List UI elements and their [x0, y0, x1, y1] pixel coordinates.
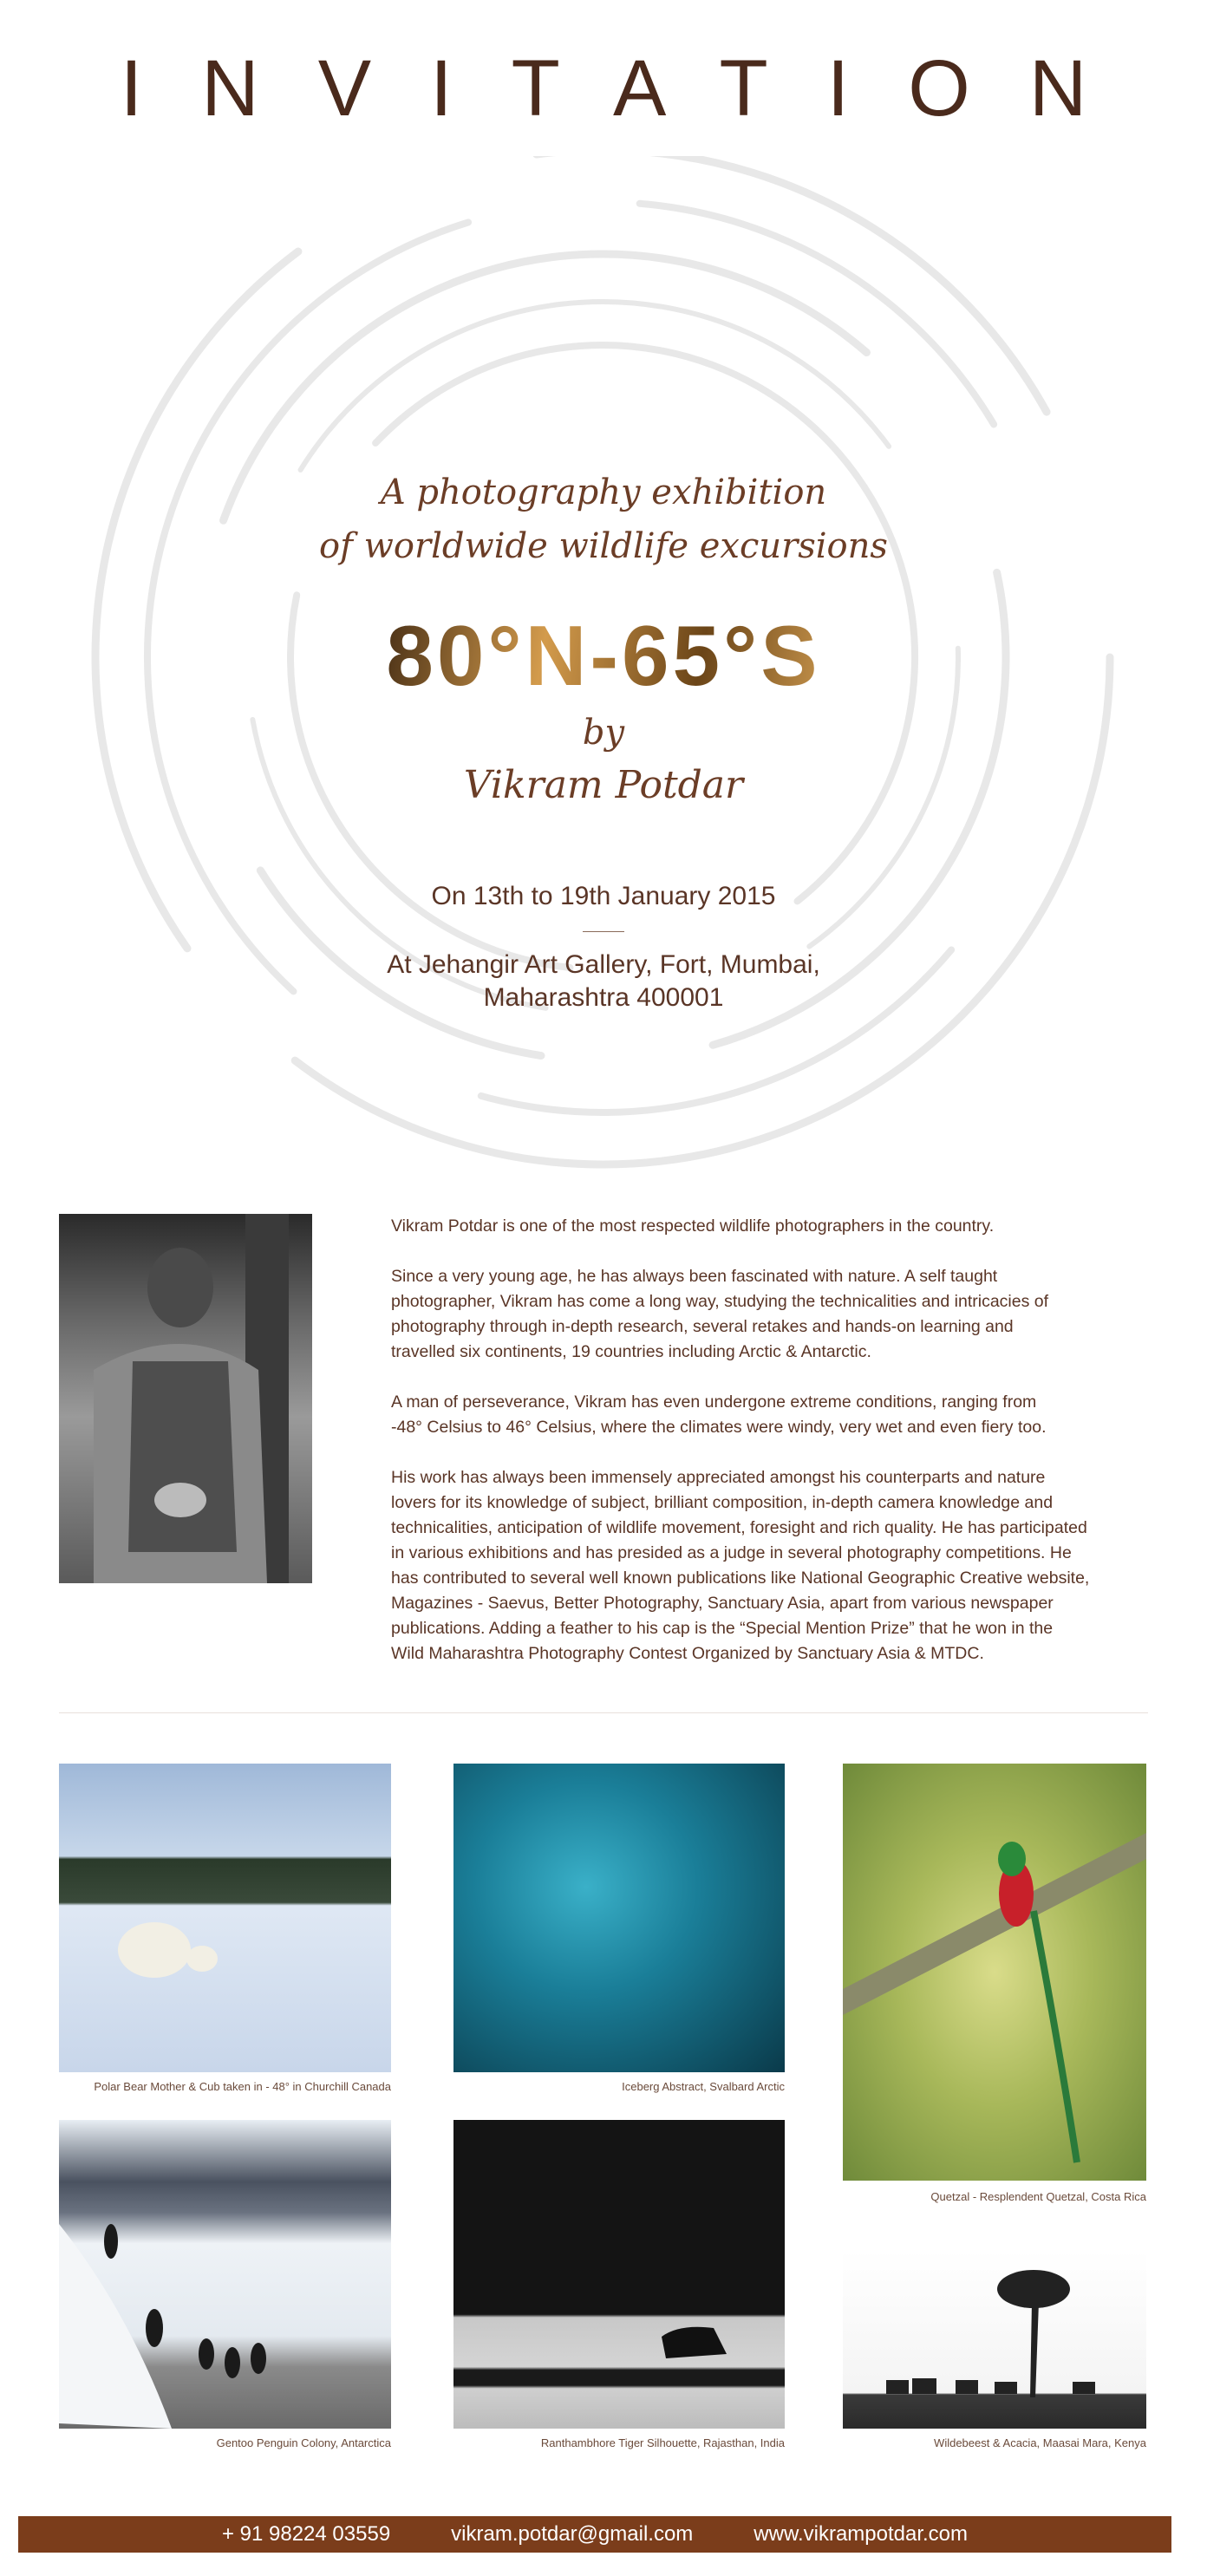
bio-paragraph: [391, 1465, 1154, 1666]
contact-footer: [18, 2516, 1171, 2553]
caption-penguins: Gentoo Penguin Colony, Antarctica: [216, 2436, 391, 2449]
section-divider: [59, 1712, 1148, 1713]
photo-polar-bear: [59, 1764, 391, 2072]
website-link[interactable]: www.vikrampotdar.com: [754, 2522, 969, 2546]
bio-line: has contributed to several well known publications like National Geographic Creative website,: [391, 1568, 1090, 1588]
bio-line: photography through in-depth research, several retakes and hands-on learning and: [391, 1317, 1014, 1336]
bio-line: travelled six continents, 19 countries including Arctic & Antarctic.: [391, 1342, 871, 1361]
bio-line: A man of perseverance, Vikram has even undergone extreme conditions, ranging from: [391, 1392, 1037, 1412]
caption-quetzal: Quetzal - Resplendent Quetzal, Costa Rica: [930, 2190, 1146, 2203]
bio-line: His work has always been immensely appreciated amongst his counterparts and nature: [391, 1468, 1046, 1487]
phone-number[interactable]: + 91 98224 03559: [221, 2522, 391, 2546]
bio-line: -48° Celsius to 46° Celsius, where the climates were windy, very wet and even fiery too.: [391, 1418, 1047, 1437]
bio-line: Since a very young age, he has always been fascinated with nature. A self taught: [391, 1267, 998, 1286]
bio-paragraph: [391, 1264, 1154, 1365]
tagline-line-1: A photography exhibition: [380, 473, 827, 512]
divider-rule: [583, 931, 624, 932]
bio-line: Wild Maharashtra Photography Contest Organized by Sanctuary Asia & MTDC.: [391, 1644, 984, 1663]
photo-iceberg: [453, 1764, 785, 2072]
bio-line: publications. Adding a feather to his cap is the “Special Mention Prize” that he won in the: [391, 1619, 1054, 1638]
photo-tiger: [453, 2120, 785, 2429]
invitation-title: INVITATION: [120, 44, 1146, 133]
caption-iceberg: Iceberg Abstract, Svalbard Arctic: [622, 2080, 785, 2093]
email-link[interactable]: vikram.potdar@gmail.com: [451, 2522, 694, 2546]
by-label: by: [582, 713, 625, 753]
artist-portrait: [59, 1214, 312, 1583]
bio-line: photographer, Vikram has come a long way, studying the technicalities and intricacies of: [391, 1292, 1049, 1311]
caption-polar-bear: Polar Bear Mother & Cub taken in - 48° in Churchill Canada: [94, 2080, 391, 2093]
bio-paragraph: [391, 1390, 1154, 1440]
address-line-2: Maharashtra 400001: [483, 983, 724, 1012]
address-line-1: At Jehangir Art Gallery, Fort, Mumbai,: [387, 950, 820, 979]
artist-bio: [391, 1214, 1154, 1692]
tagline-line-2: of worldwide wildlife excursions: [319, 526, 888, 566]
caption-tiger: Ranthambhore Tiger Silhouette, Rajasthan, India: [540, 2436, 785, 2449]
photo-penguins: [59, 2120, 391, 2429]
photo-quetzal: [843, 1764, 1146, 2181]
bio-line: technicalities, anticipation of wildlife movement, foresight and rich quality. He has participated: [391, 1518, 1087, 1537]
exhibition-date: On 13th to 19th January 2015: [431, 882, 776, 910]
bio-line: lovers for its knowledge of subject, brilliant composition, in-depth camera knowledge and: [391, 1493, 1054, 1512]
bio-line: in various exhibitions and has presided as a judge in several photography competitions. He: [391, 1543, 1072, 1562]
bio-line: Vikram Potdar is one of the most respected wildlife photographers in the country.: [391, 1216, 995, 1236]
exhibition-title: 80°N-65°S: [0, 607, 1207, 705]
photo-wildebeest: [843, 2250, 1146, 2429]
venue-address: [0, 949, 1207, 1014]
artist-name: Vikram Potdar: [463, 763, 744, 807]
bio-line: Magazines - Saevus, Better Photography, Sanctuary Asia, apart from various newspaper: [391, 1594, 1054, 1613]
bio-paragraph: [391, 1214, 1154, 1239]
caption-wildebeest: Wildebeest & Acacia, Maasai Mara, Kenya: [934, 2436, 1146, 2449]
